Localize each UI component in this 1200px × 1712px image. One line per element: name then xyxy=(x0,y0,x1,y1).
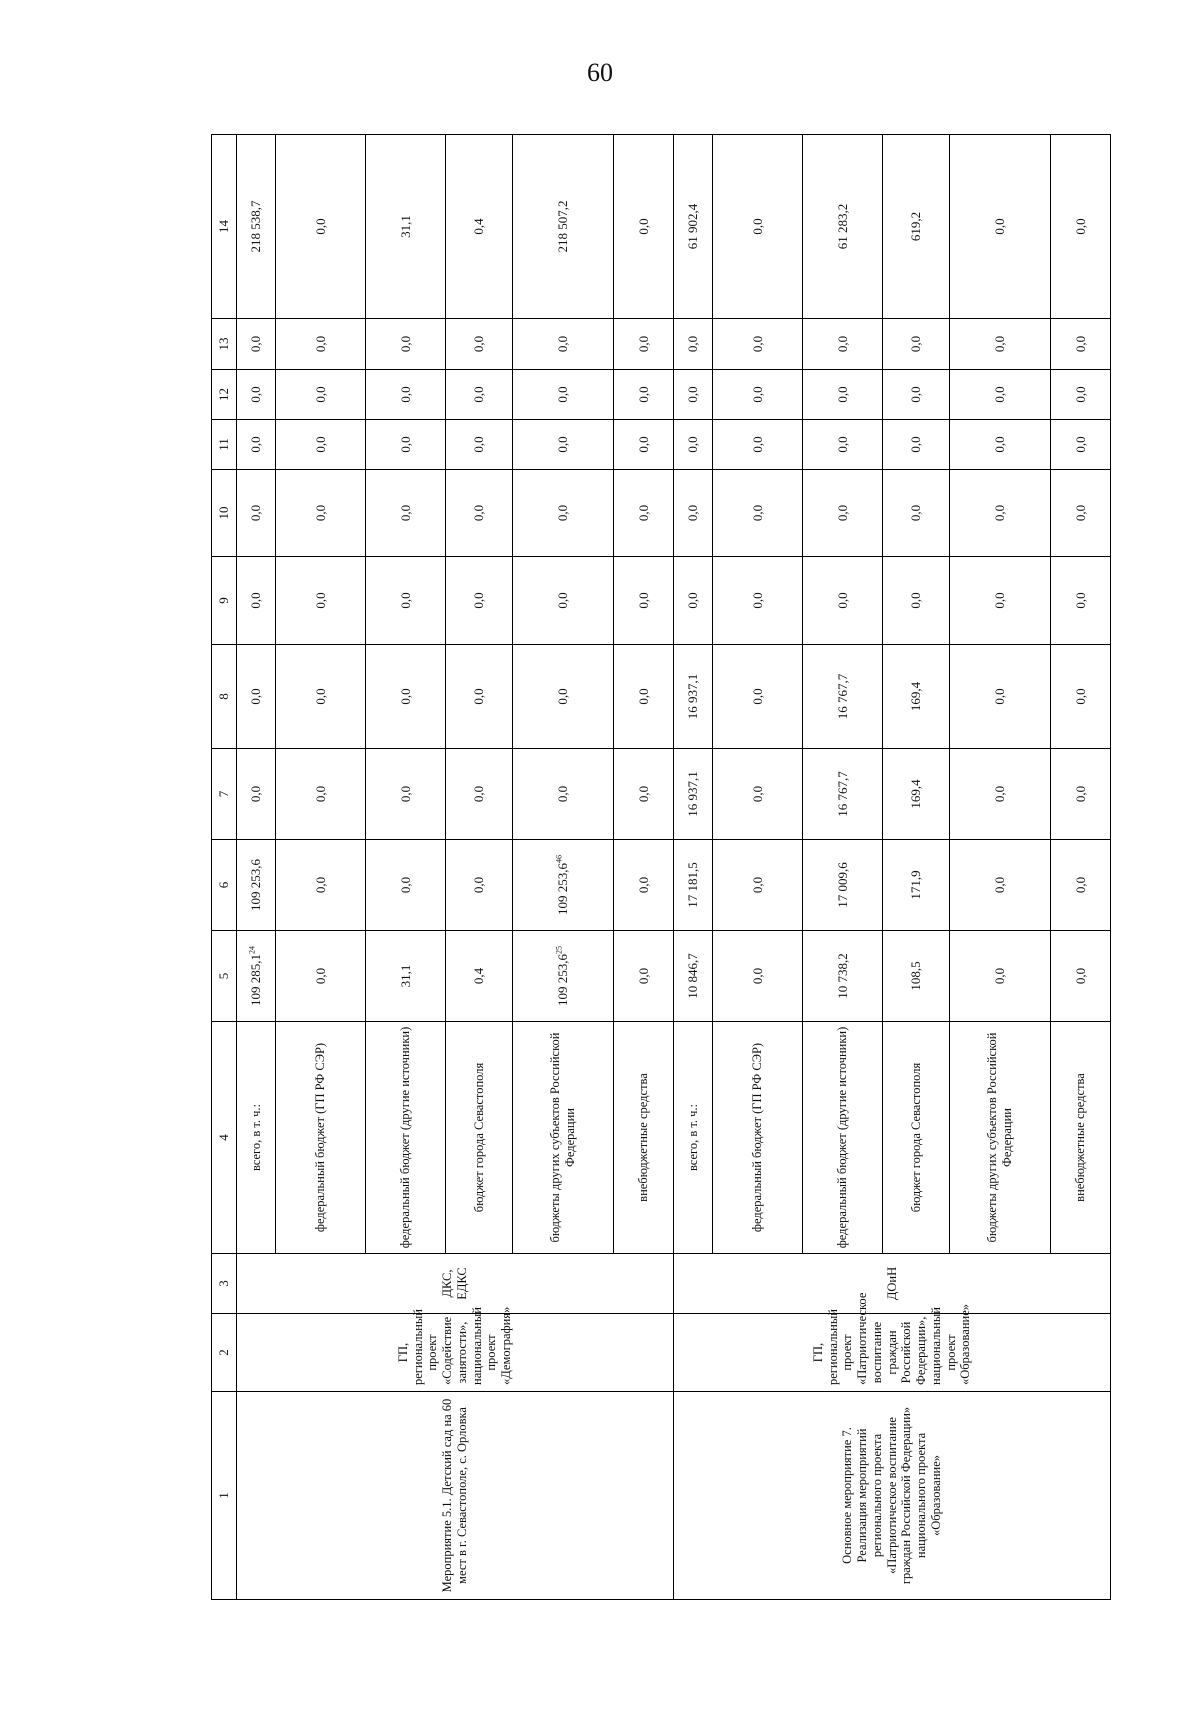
funding-source-cell: бюджеты других субъектов Российской Федерации xyxy=(512,1022,613,1254)
executor-cell: ДОиН xyxy=(673,1254,1110,1314)
value-cell-col-8: 0,0 xyxy=(512,645,613,749)
value-cell-col-9: 0,0 xyxy=(512,557,613,645)
value-cell-col-5: 108,5 xyxy=(883,931,950,1022)
value-cell-col-10: 0,0 xyxy=(673,470,712,557)
value-cell-col-12: 0,0 xyxy=(713,370,803,420)
value-cell-col-11: 0,0 xyxy=(276,420,366,470)
value-cell-col-9: 0,0 xyxy=(949,557,1050,645)
value-cell-col-13: 0,0 xyxy=(614,319,674,370)
column-header-8: 8 xyxy=(212,645,237,749)
value-cell-col-11: 0,0 xyxy=(883,420,950,470)
value-cell-col-10: 0,0 xyxy=(614,470,674,557)
value-cell-col-5: 0,0 xyxy=(713,931,803,1022)
column-header-3: 3 xyxy=(212,1254,237,1314)
value-cell-col-5: 0,0 xyxy=(1051,931,1111,1022)
value-cell-col-12: 0,0 xyxy=(673,370,712,420)
value-cell-col-7: 169,4 xyxy=(883,749,950,840)
value-cell-col-13: 0,0 xyxy=(1051,319,1111,370)
value-cell-col-11: 0,0 xyxy=(949,420,1050,470)
value-cell-col-13: 0,0 xyxy=(713,319,803,370)
value-cell-col-10: 0,0 xyxy=(802,470,883,557)
footnote-marker: 24 xyxy=(248,946,258,954)
column-header-2: 2 xyxy=(212,1314,237,1392)
value-cell-col-7: 0,0 xyxy=(1051,749,1111,840)
value-cell-col-7: 0,0 xyxy=(446,749,513,840)
value-cell-col-13: 0,0 xyxy=(237,319,276,370)
value-cell-col-12: 0,0 xyxy=(276,370,366,420)
value-cell-col-6: 0,0 xyxy=(446,840,513,931)
value-cell-col-6: 0,0 xyxy=(276,840,366,931)
column-header-1: 1 xyxy=(212,1392,237,1600)
value-cell-col-13: 0,0 xyxy=(673,319,712,370)
value-cell-col-11: 0,0 xyxy=(446,420,513,470)
table-row xyxy=(237,135,276,1600)
value-cell-col-8: 0,0 xyxy=(614,645,674,749)
value-cell-col-6: 0,0 xyxy=(713,840,803,931)
value-cell-col-12: 0,0 xyxy=(883,370,950,420)
value-cell-col-11: 0,0 xyxy=(365,420,446,470)
value-cell-col-14: 218 538,7 xyxy=(237,135,276,319)
funding-source-cell: федеральный бюджет (другие источники) xyxy=(365,1022,446,1254)
value-cell-col-8: 0,0 xyxy=(365,645,446,749)
column-header-12: 12 xyxy=(212,370,237,420)
funding-source-cell: внебюджетные средства xyxy=(1051,1022,1111,1254)
value-cell-col-7: 0,0 xyxy=(237,749,276,840)
value-cell-col-10: 0,0 xyxy=(365,470,446,557)
value-cell-col-14: 0,0 xyxy=(1051,135,1111,319)
value-cell-col-9: 0,0 xyxy=(276,557,366,645)
value-cell-col-8: 0,0 xyxy=(1051,645,1111,749)
value-cell-col-8: 16 767,7 xyxy=(802,645,883,749)
value-cell-col-14: 218 507,2 xyxy=(512,135,613,319)
value-cell-col-5: 109 285,1$^{24}$ xyxy=(237,931,276,1022)
value-cell-col-9: 0,0 xyxy=(673,557,712,645)
value-cell-col-8: 16 937,1 xyxy=(673,645,712,749)
rotated-table-wrapper xyxy=(211,135,1111,1600)
value-cell-col-12: 0,0 xyxy=(512,370,613,420)
value-cell-col-10: 0,0 xyxy=(512,470,613,557)
column-header-4: 4 xyxy=(212,1022,237,1254)
value-cell-col-14: 0,0 xyxy=(614,135,674,319)
value-cell-col-14: 31,1 xyxy=(365,135,446,319)
column-header-7: 7 xyxy=(212,749,237,840)
column-header-13: 13 xyxy=(212,319,237,370)
funding-source-cell: федеральный бюджет (другие источники) xyxy=(802,1022,883,1254)
column-header-9: 9 xyxy=(212,557,237,645)
value-cell-col-12: 0,0 xyxy=(1051,370,1111,420)
value-cell-col-6: 17 181,5 xyxy=(673,840,712,931)
column-header-14: 14 xyxy=(212,135,237,319)
value-cell-col-8: 0,0 xyxy=(276,645,366,749)
value-cell-col-6: 0,0 xyxy=(1051,840,1111,931)
value-cell-col-12: 0,0 xyxy=(614,370,674,420)
value-cell-col-7: 0,0 xyxy=(276,749,366,840)
value-cell-col-12: 0,0 xyxy=(365,370,446,420)
footnote-marker: 25 xyxy=(555,946,565,954)
value-cell-col-6: 109 253,6 xyxy=(237,840,276,931)
table-row xyxy=(673,135,712,1600)
value-cell-col-11: 0,0 xyxy=(713,420,803,470)
value-cell-col-7: 0,0 xyxy=(365,749,446,840)
value-cell-col-10: 0,0 xyxy=(713,470,803,557)
value-cell-col-6: 0,0 xyxy=(614,840,674,931)
value-cell-col-13: 0,0 xyxy=(802,319,883,370)
value-cell-col-10: 0,0 xyxy=(949,470,1050,557)
value-cell-col-7: 0,0 xyxy=(949,749,1050,840)
value-cell-col-6: 171,9 xyxy=(883,840,950,931)
value-cell-col-5: 0,4 xyxy=(446,931,513,1022)
value-cell-col-13: 0,0 xyxy=(446,319,513,370)
program-cell: ГП, региональный проект «Патриотическое воспитание граждан Российской Федерации», национальный проект «Образование» xyxy=(673,1314,1110,1392)
column-header-10: 10 xyxy=(212,470,237,557)
value-cell-col-12: 0,0 xyxy=(802,370,883,420)
column-header-6: 6 xyxy=(212,840,237,931)
funding-source-cell: федеральный бюджет (ГП РФ СЭР) xyxy=(713,1022,803,1254)
executor-cell: ДКС, ЕДКС xyxy=(237,1254,674,1314)
value-cell-col-7: 0,0 xyxy=(713,749,803,840)
value-cell-col-7: 0,0 xyxy=(614,749,674,840)
program-cell: ГП, региональный проект «Содействие занятости», национальный проект «Демография» xyxy=(237,1314,674,1392)
value-cell-col-14: 0,4 xyxy=(446,135,513,319)
value-cell-col-8: 0,0 xyxy=(446,645,513,749)
funding-source-cell: бюджеты других субъектов Российской Федерации xyxy=(949,1022,1050,1254)
value-cell-col-8: 0,0 xyxy=(949,645,1050,749)
value-cell-col-10: 0,0 xyxy=(446,470,513,557)
value-cell-col-14: 0,0 xyxy=(713,135,803,319)
value-cell-col-6: 0,0 xyxy=(949,840,1050,931)
value-cell-col-14: 0,0 xyxy=(949,135,1050,319)
value-cell-col-12: 0,0 xyxy=(949,370,1050,420)
value-cell-col-12: 0,0 xyxy=(237,370,276,420)
value-cell-col-9: 0,0 xyxy=(446,557,513,645)
funding-source-cell: внебюджетные средства xyxy=(614,1022,674,1254)
funding-source-cell: федеральный бюджет (ГП РФ СЭР) xyxy=(276,1022,366,1254)
value-cell-col-7: 0,0 xyxy=(512,749,613,840)
value-cell-col-6: 109 253,6$^{46}$ xyxy=(512,840,613,931)
value-cell-col-6: 17 009,6 xyxy=(802,840,883,931)
table-header-row xyxy=(212,135,237,1600)
value-cell-col-13: 0,0 xyxy=(512,319,613,370)
value-cell-col-5: 10 846,7 xyxy=(673,931,712,1022)
value-cell-col-9: 0,0 xyxy=(1051,557,1111,645)
value-cell-col-13: 0,0 xyxy=(365,319,446,370)
value-cell-col-9: 0,0 xyxy=(802,557,883,645)
column-header-5: 5 xyxy=(212,931,237,1022)
funding-source-cell: всего, в т. ч.: xyxy=(673,1022,712,1254)
funding-source-cell: всего, в т. ч.: xyxy=(237,1022,276,1254)
value-cell-col-8: 169,4 xyxy=(883,645,950,749)
value-cell-col-9: 0,0 xyxy=(713,557,803,645)
value-cell-col-13: 0,0 xyxy=(276,319,366,370)
value-cell-col-14: 61 283,2 xyxy=(802,135,883,319)
value-cell-col-5: 0,0 xyxy=(614,931,674,1022)
column-header-11: 11 xyxy=(212,420,237,470)
value-cell-col-9: 0,0 xyxy=(883,557,950,645)
value-cell-col-7: 16 767,7 xyxy=(802,749,883,840)
value-cell-col-13: 0,0 xyxy=(949,319,1050,370)
footnote-marker: 46 xyxy=(555,855,565,863)
funding-source-cell: бюджет города Севастополя xyxy=(446,1022,513,1254)
value-cell-col-10: 0,0 xyxy=(237,470,276,557)
value-cell-col-5: 31,1 xyxy=(365,931,446,1022)
value-cell-col-8: 0,0 xyxy=(713,645,803,749)
value-cell-col-11: 0,0 xyxy=(1051,420,1111,470)
value-cell-col-11: 0,0 xyxy=(673,420,712,470)
page-number: 60 xyxy=(587,58,613,87)
value-cell-col-9: 0,0 xyxy=(237,557,276,645)
value-cell-col-7: 16 937,1 xyxy=(673,749,712,840)
value-cell-col-5: 109 253,6$^{25}$ xyxy=(512,931,613,1022)
value-cell-col-6: 0,0 xyxy=(365,840,446,931)
value-cell-col-10: 0,0 xyxy=(1051,470,1111,557)
value-cell-col-10: 0,0 xyxy=(883,470,950,557)
value-cell-col-12: 0,0 xyxy=(446,370,513,420)
value-cell-col-11: 0,0 xyxy=(614,420,674,470)
value-cell-col-14: 0,0 xyxy=(276,135,366,319)
value-cell-col-11: 0,0 xyxy=(237,420,276,470)
table-body xyxy=(237,135,1111,1600)
value-cell-col-9: 0,0 xyxy=(614,557,674,645)
value-cell-col-14: 619,2 xyxy=(883,135,950,319)
value-cell-col-11: 0,0 xyxy=(802,420,883,470)
value-cell-col-5: 0,0 xyxy=(949,931,1050,1022)
value-cell-col-5: 10 738,2 xyxy=(802,931,883,1022)
measure-name-cell: Мероприятие 5.1. Детский сад на 60 мест в г. Севастополе, с. Орловка xyxy=(237,1392,674,1600)
value-cell-col-9: 0,0 xyxy=(365,557,446,645)
value-cell-col-8: 0,0 xyxy=(237,645,276,749)
value-cell-col-11: 0,0 xyxy=(512,420,613,470)
funding-source-cell: бюджет города Севастополя xyxy=(883,1022,950,1254)
value-cell-col-5: 0,0 xyxy=(276,931,366,1022)
measure-name-cell: Основное мероприятие 7. Реализация мероприятий регионального проекта «Патриотическое воспитание граждан Российской Федерации» национального проекта «Образование» xyxy=(673,1392,1110,1600)
budget-table xyxy=(211,134,1111,1600)
value-cell-col-13: 0,0 xyxy=(883,319,950,370)
value-cell-col-10: 0,0 xyxy=(276,470,366,557)
value-cell-col-14: 61 902,4 xyxy=(673,135,712,319)
